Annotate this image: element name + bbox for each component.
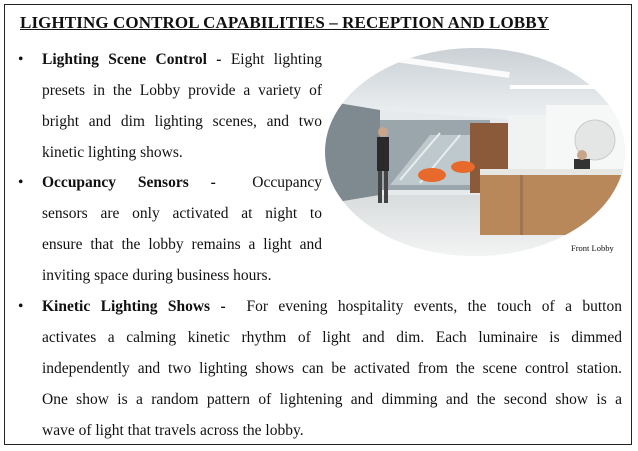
bullet-line: Eight lighting — [230, 51, 323, 68]
bullet-line: wave of light that travels across the lobby. — [42, 422, 304, 439]
bullet-line: inviting space during business hours. — [42, 267, 272, 284]
bullet-line: presets in the Lobby provide a variety of — [42, 82, 322, 99]
bullet-line: ensure that the lobby remains a light and — [42, 236, 322, 253]
page-title: LIGHTING CONTROL CAPABILITIES – RECEPTION AND LOBBY — [20, 13, 550, 32]
bullet-heading: Occupancy Sensors - — [42, 174, 216, 191]
bullet-line: sensors are only activated at night to — [42, 205, 322, 222]
bullet-lighting-scene-control — [18, 44, 323, 168]
bullet-line: bright and dim lighting scenes, and two — [42, 113, 322, 130]
bullet-line: activates a calming kinetic rhythm of light and dim. Each luminaire is dimmed — [42, 329, 622, 346]
bullet-heading: Lighting Scene Control - — [42, 51, 222, 68]
bullet-dot: • — [18, 298, 24, 315]
bullet-occupancy-sensors — [18, 167, 322, 291]
bullet-line: For evening hospitality events, the touch of a button — [246, 298, 622, 315]
bullet-line: Occupancy — [252, 174, 322, 191]
lobby-photo — [320, 45, 630, 260]
photo-caption: Front Lobby — [571, 243, 614, 253]
bullet-kinetic-lighting-shows — [18, 291, 622, 446]
bullet-heading: Kinetic Lighting Shows - — [42, 298, 226, 315]
bullet-dot: • — [18, 174, 24, 191]
bullet-line: kinetic lighting shows. — [42, 144, 183, 161]
bullet-dot: • — [18, 51, 24, 68]
bullet-line: independently and two lighting shows can be activated from the scene control station. — [42, 360, 622, 377]
bullet-line: One show is a random pattern of lightening and dimming and the second show is a — [42, 391, 622, 408]
